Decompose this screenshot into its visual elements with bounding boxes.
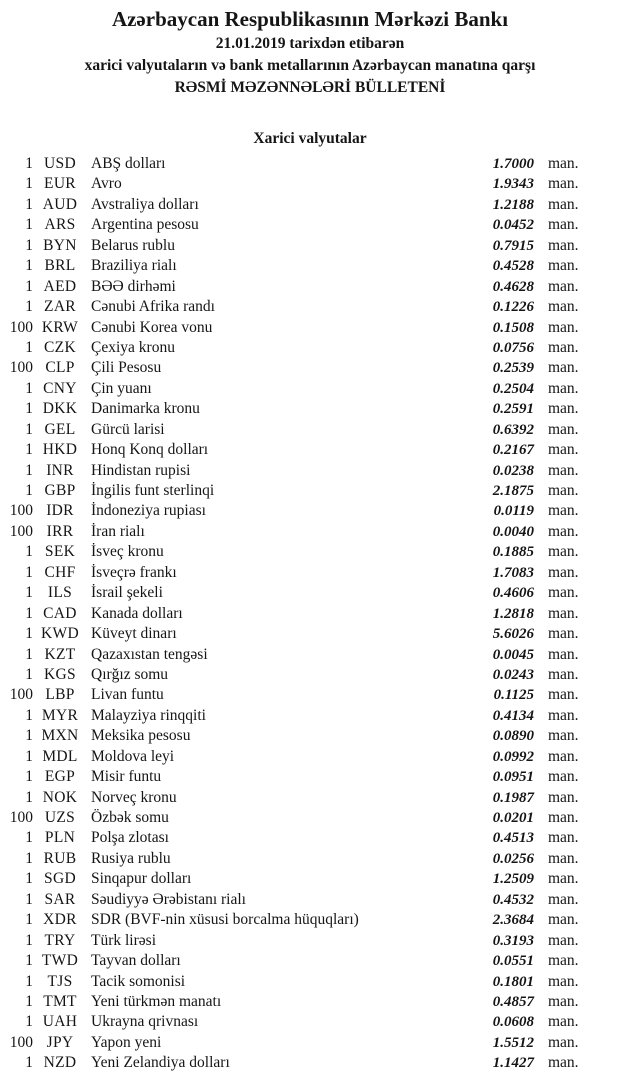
currency-code: CNY xyxy=(43,379,77,397)
unit-quantity: 1 xyxy=(25,992,33,1010)
rate-unit-label: man. xyxy=(548,522,579,540)
unit-quantity: 1 xyxy=(25,931,33,949)
rate-row xyxy=(0,298,620,318)
rate-unit-label: man. xyxy=(548,175,579,193)
currency-name: Norveç kronu xyxy=(91,788,177,806)
bulletin-title: RƏSMİ MƏZƏNNƏLƏRİ BÜLLETENİ xyxy=(174,79,446,96)
currency-code: TRY xyxy=(44,931,76,949)
currency-name: İndoneziya rupiası xyxy=(91,502,206,520)
rate-unit-label: man. xyxy=(548,747,579,765)
rate-row xyxy=(0,911,620,931)
currency-code: ILS xyxy=(47,584,73,602)
rate-value: 0.2504 xyxy=(492,380,534,397)
currency-name: Cənubi Korea vonu xyxy=(91,318,213,336)
rate-unit-label: man. xyxy=(548,195,579,213)
section-title-foreign-currencies: Xarici valyutalar xyxy=(253,130,367,147)
rate-row xyxy=(0,257,620,277)
rate-row xyxy=(0,155,620,175)
currency-code: GBP xyxy=(44,482,76,499)
currency-name: Braziliya rialı xyxy=(91,257,177,275)
rate-row xyxy=(0,400,620,420)
rate-row xyxy=(0,809,620,829)
rate-value: 0.0452 xyxy=(492,217,534,234)
rate-row xyxy=(0,707,620,727)
rate-row xyxy=(0,748,620,768)
rate-unit-label: man. xyxy=(548,563,579,581)
rate-unit-label: man. xyxy=(548,461,579,479)
currency-name: Livan funtu xyxy=(91,686,164,704)
currency-code: UAH xyxy=(42,1013,78,1031)
currency-code: JPY xyxy=(46,1033,74,1051)
rate-value: 0.4532 xyxy=(492,891,534,908)
rate-row xyxy=(0,1034,620,1054)
currency-name: Moldova leyi xyxy=(91,747,175,765)
currency-code: DKK xyxy=(42,400,78,418)
currency-code: IDR xyxy=(46,502,74,520)
rate-value: 2.3684 xyxy=(492,912,534,929)
currency-code: MXN xyxy=(41,727,79,745)
rate-value: 0.2167 xyxy=(492,442,534,459)
currency-code: ZAR xyxy=(44,298,76,316)
rate-unit-label: man. xyxy=(548,584,579,602)
unit-quantity: 1 xyxy=(25,625,33,643)
currency-code: TWD xyxy=(41,952,79,970)
currency-code: HKD xyxy=(42,441,78,459)
document-header xyxy=(0,0,620,99)
rate-row xyxy=(0,625,620,645)
currency-code: UZS xyxy=(44,809,76,826)
rate-row xyxy=(0,870,620,890)
unit-quantity: 1 xyxy=(25,420,33,438)
currency-name: Küveyt dinarı xyxy=(91,625,177,643)
rate-row xyxy=(0,1013,620,1033)
rate-unit-label: man. xyxy=(548,625,579,643)
rate-unit-label: man. xyxy=(548,379,579,397)
rate-unit-label: man. xyxy=(548,809,579,826)
rate-row xyxy=(0,441,620,461)
rate-row xyxy=(0,891,620,911)
unit-quantity: 1 xyxy=(25,155,33,172)
rate-unit-label: man. xyxy=(548,911,579,929)
rate-unit-label: man. xyxy=(548,155,579,172)
rate-unit-label: man. xyxy=(548,849,579,867)
rate-row xyxy=(0,543,620,563)
rate-unit-label: man. xyxy=(548,1033,579,1051)
currency-code: KWD xyxy=(41,625,79,643)
rate-unit-label: man. xyxy=(548,1054,579,1072)
currency-code: RUB xyxy=(43,849,77,867)
currency-name: Türk lirəsi xyxy=(91,931,156,949)
rate-value: 1.9343 xyxy=(492,176,534,193)
currency-name: İsveç kronu xyxy=(91,543,164,561)
unit-quantity: 1 xyxy=(25,400,33,418)
rate-unit-label: man. xyxy=(548,992,579,1010)
rate-row xyxy=(0,523,620,543)
currency-name: SDR (BVF-nin xüsusi borcalma hüquqları) xyxy=(91,911,359,929)
rate-row xyxy=(0,768,620,788)
effective-date-line: 21.01.2019 tarixdən etibarən xyxy=(215,35,405,52)
unit-quantity: 1 xyxy=(25,890,33,908)
rate-row xyxy=(0,339,620,359)
rate-value: 0.0256 xyxy=(492,850,534,867)
unit-quantity: 1 xyxy=(25,665,33,683)
rate-unit-label: man. xyxy=(548,1013,579,1031)
rate-unit-label: man. xyxy=(548,298,579,316)
rate-value: 0.0992 xyxy=(492,748,534,765)
rate-value: 0.4606 xyxy=(492,585,534,602)
rate-value: 0.1508 xyxy=(492,319,534,336)
rate-row xyxy=(0,237,620,257)
rate-value: 0.6392 xyxy=(492,421,534,438)
unit-quantity: 1 xyxy=(25,584,33,602)
rate-unit-label: man. xyxy=(548,645,579,663)
rate-value: 0.2591 xyxy=(492,401,534,418)
currency-code: KGS xyxy=(44,665,76,683)
rate-value: 0.3193 xyxy=(492,932,534,949)
currency-code: CHF xyxy=(44,563,76,581)
unit-quantity: 1 xyxy=(25,277,33,295)
currency-name: Malayziya rinqqiti xyxy=(91,706,206,724)
currency-code: ARS xyxy=(44,216,76,234)
currency-name: Çin yuanı xyxy=(91,379,152,397)
unit-quantity: 1 xyxy=(25,563,33,581)
rate-value: 0.0890 xyxy=(492,728,534,745)
rate-unit-label: man. xyxy=(548,400,579,418)
rate-value: 0.0119 xyxy=(493,503,534,520)
unit-quantity: 1 xyxy=(25,747,33,765)
rate-value: 1.7083 xyxy=(492,564,534,581)
currency-name: Belarus rublu xyxy=(91,236,175,254)
rate-unit-label: man. xyxy=(548,972,579,990)
unit-quantity: 100 xyxy=(9,502,33,520)
currency-name: Polşa zlotası xyxy=(91,829,169,847)
rate-unit-label: man. xyxy=(548,686,579,704)
rate-value: 2.1875 xyxy=(492,483,534,499)
currency-code: CZK xyxy=(44,338,76,356)
rate-unit-label: man. xyxy=(548,768,579,786)
bank-title: Azərbaycan Respublikasının Mərkəzi Bankı xyxy=(111,7,509,31)
rate-row xyxy=(0,646,620,666)
rate-unit-label: man. xyxy=(548,420,579,438)
rate-row xyxy=(0,789,620,809)
currency-name: Gürcü larisi xyxy=(91,420,165,438)
currency-code: LBP xyxy=(45,686,75,704)
rate-value: 0.1125 xyxy=(493,687,534,704)
rate-row xyxy=(0,175,620,195)
currency-code: KZT xyxy=(44,645,76,663)
currency-code: XDR xyxy=(43,911,77,929)
rate-value: 1.7000 xyxy=(492,156,534,172)
currency-name: Qırğız somu xyxy=(91,665,169,683)
unit-quantity: 100 xyxy=(9,1033,33,1051)
rate-row xyxy=(0,380,620,400)
rate-row xyxy=(0,850,620,870)
rate-unit-label: man. xyxy=(548,257,579,275)
rate-value: 0.7915 xyxy=(492,237,534,254)
unit-quantity: 1 xyxy=(25,911,33,929)
unit-quantity: 1 xyxy=(25,379,33,397)
unit-quantity: 1 xyxy=(25,727,33,745)
currency-name: Səudiyyə Ərəbistanı rialı xyxy=(91,890,246,908)
unit-quantity: 1 xyxy=(25,788,33,806)
unit-quantity: 1 xyxy=(25,195,33,213)
currency-name: Sinqapur dolları xyxy=(91,870,192,888)
rate-value: 1.2509 xyxy=(492,871,534,888)
rate-value: 0.0608 xyxy=(492,1014,534,1031)
unit-quantity: 1 xyxy=(25,645,33,663)
rate-row xyxy=(0,564,620,584)
currency-code: CAD xyxy=(43,604,77,622)
unit-quantity: 1 xyxy=(25,216,33,234)
rate-unit-label: man. xyxy=(548,277,579,295)
currency-name: Yeni Zelandiya dolları xyxy=(91,1054,230,1072)
unit-quantity: 100 xyxy=(9,522,33,540)
currency-code: BRL xyxy=(44,257,76,275)
currency-name: ABŞ dolları xyxy=(91,155,166,172)
rate-unit-label: man. xyxy=(548,318,579,336)
currency-code: PLN xyxy=(44,829,76,847)
unit-quantity: 1 xyxy=(25,952,33,970)
rate-unit-label: man. xyxy=(548,931,579,949)
rate-value: 0.1987 xyxy=(492,789,534,806)
rate-unit-label: man. xyxy=(548,359,579,377)
currency-name: Çili Pesosu xyxy=(91,359,162,377)
rate-value: 0.0040 xyxy=(492,523,534,540)
rate-value: 0.0551 xyxy=(492,953,534,970)
rate-value: 0.2539 xyxy=(492,360,534,377)
unit-quantity: 1 xyxy=(25,257,33,275)
currency-name: Argentina pesosu xyxy=(91,216,199,234)
unit-quantity: 100 xyxy=(9,686,33,704)
exchange-rates-table xyxy=(0,155,620,1075)
currency-name: İsveçrə frankı xyxy=(91,563,177,581)
currency-code: KRW xyxy=(41,318,79,336)
unit-quantity: 1 xyxy=(25,461,33,479)
currency-name: İngilis funt sterlinqi xyxy=(91,482,215,499)
rate-value: 0.4134 xyxy=(492,707,534,724)
subtitle-line: xarici valyutaların və bank metallarının Azərbaycan manatına qarşı xyxy=(84,57,536,74)
unit-quantity: 100 xyxy=(9,359,33,377)
currency-name: Özbək somu xyxy=(91,809,169,826)
rate-unit-label: man. xyxy=(548,829,579,847)
currency-code: TJS xyxy=(47,972,73,990)
rate-value: 0.1226 xyxy=(492,299,534,316)
currency-name: Yeni türkmən manatı xyxy=(91,992,222,1010)
rate-row xyxy=(0,584,620,604)
currency-code: SAR xyxy=(44,890,76,908)
rate-row xyxy=(0,278,620,298)
unit-quantity: 1 xyxy=(25,338,33,356)
rate-row xyxy=(0,359,620,379)
rate-row xyxy=(0,502,620,522)
rate-value: 0.0243 xyxy=(492,666,534,683)
unit-quantity: 1 xyxy=(25,768,33,786)
rate-row xyxy=(0,666,620,686)
rate-value: 0.4857 xyxy=(492,993,534,1010)
unit-quantity: 1 xyxy=(25,972,33,990)
rate-row xyxy=(0,952,620,972)
currency-name: Danimarka kronu xyxy=(91,400,200,418)
rate-value: 0.1801 xyxy=(492,973,534,990)
rate-value: 1.5512 xyxy=(492,1034,534,1051)
unit-quantity: 1 xyxy=(25,482,33,499)
rate-row xyxy=(0,993,620,1013)
rate-row xyxy=(0,829,620,849)
currency-code: SEK xyxy=(44,543,76,561)
currency-code: AED xyxy=(43,277,77,295)
currency-name: Avro xyxy=(91,175,122,193)
rate-unit-label: man. xyxy=(548,502,579,520)
currency-name: Kanada dolları xyxy=(91,604,183,622)
rate-value: 1.1427 xyxy=(492,1055,534,1072)
unit-quantity: 1 xyxy=(25,441,33,459)
unit-quantity: 1 xyxy=(25,870,33,888)
currency-name: Qazaxıstan tengəsi xyxy=(91,645,208,663)
rate-value: 0.1885 xyxy=(492,544,534,561)
rate-unit-label: man. xyxy=(548,216,579,234)
rate-row xyxy=(0,196,620,216)
currency-name: Rusiya rublu xyxy=(91,849,171,867)
currency-code: TMT xyxy=(43,992,77,1010)
rate-row xyxy=(0,727,620,747)
currency-code: EGP xyxy=(44,768,76,786)
rate-row xyxy=(0,686,620,706)
rate-unit-label: man. xyxy=(548,604,579,622)
currency-name: Hindistan rupisi xyxy=(91,461,191,479)
rate-row xyxy=(0,973,620,993)
unit-quantity: 1 xyxy=(25,849,33,867)
unit-quantity: 100 xyxy=(9,318,33,336)
currency-code: NZD xyxy=(43,1054,77,1072)
rate-unit-label: man. xyxy=(548,441,579,459)
rate-unit-label: man. xyxy=(548,706,579,724)
currency-name: Çexiya kronu xyxy=(91,338,175,356)
currency-code: EUR xyxy=(44,175,76,193)
rate-unit-label: man. xyxy=(548,788,579,806)
rate-unit-label: man. xyxy=(548,870,579,888)
rate-value: 5.6026 xyxy=(492,626,534,643)
currency-code: MDL xyxy=(42,747,78,765)
rate-value: 0.0756 xyxy=(492,339,534,356)
rate-unit-label: man. xyxy=(548,338,579,356)
rate-row xyxy=(0,932,620,952)
currency-code: BYN xyxy=(43,236,77,254)
currency-name: Cənubi Afrika randı xyxy=(91,298,215,316)
rate-value: 0.4528 xyxy=(492,258,534,275)
unit-quantity: 1 xyxy=(25,1013,33,1031)
currency-code: GEL xyxy=(44,420,76,438)
rate-value: 0.0201 xyxy=(492,810,534,826)
currency-code: MYR xyxy=(41,706,79,724)
rate-row xyxy=(0,319,620,339)
currency-code: SGD xyxy=(44,870,76,888)
unit-quantity: 1 xyxy=(25,236,33,254)
rate-row xyxy=(0,1054,620,1074)
rate-unit-label: man. xyxy=(548,236,579,254)
currency-name: BƏƏ dirhəmi xyxy=(91,277,176,295)
unit-quantity: 1 xyxy=(25,1054,33,1072)
currency-code: NOK xyxy=(42,788,78,806)
rate-value: 1.2818 xyxy=(492,605,534,622)
rate-value: 0.4628 xyxy=(492,278,534,295)
rate-unit-label: man. xyxy=(548,727,579,745)
rate-unit-label: man. xyxy=(548,890,579,908)
unit-quantity: 1 xyxy=(25,175,33,193)
currency-code: IRR xyxy=(46,522,74,540)
currency-name: Meksika pesosu xyxy=(91,727,191,745)
currency-name: Tayvan dolları xyxy=(91,952,181,970)
currency-name: İran rialı xyxy=(91,522,145,540)
currency-name: Yapon yeni xyxy=(91,1033,162,1051)
rate-row xyxy=(0,462,620,482)
rate-unit-label: man. xyxy=(548,665,579,683)
rate-row xyxy=(0,421,620,441)
currency-name: Misir funtu xyxy=(91,768,162,786)
rate-row xyxy=(0,482,620,502)
currency-name: Honq Konq dolları xyxy=(91,441,209,459)
currency-code: INR xyxy=(46,461,74,479)
rate-unit-label: man. xyxy=(548,482,579,499)
unit-quantity: 1 xyxy=(25,829,33,847)
currency-code: USD xyxy=(44,155,76,172)
rate-value: 0.0045 xyxy=(492,646,534,663)
rate-unit-label: man. xyxy=(548,543,579,561)
unit-quantity: 1 xyxy=(25,604,33,622)
rate-unit-label: man. xyxy=(548,952,579,970)
rate-value: 1.2188 xyxy=(492,196,534,213)
rate-value: 0.4513 xyxy=(492,830,534,847)
unit-quantity: 1 xyxy=(25,543,33,561)
currency-name: İsrail şekeli xyxy=(91,584,163,602)
currency-name: Avstraliya dolları xyxy=(91,195,199,213)
currency-name: Tacik somonisi xyxy=(91,972,186,990)
currency-code: AUD xyxy=(42,195,78,213)
rate-row xyxy=(0,605,620,625)
rate-value: 0.0951 xyxy=(492,769,534,786)
rate-row xyxy=(0,216,620,236)
rate-value: 0.0238 xyxy=(492,462,534,479)
unit-quantity: 1 xyxy=(25,298,33,316)
unit-quantity: 1 xyxy=(25,706,33,724)
currency-code: CLP xyxy=(45,359,75,377)
currency-name: Ukrayna qrivnası xyxy=(91,1013,199,1031)
unit-quantity: 100 xyxy=(9,809,33,826)
